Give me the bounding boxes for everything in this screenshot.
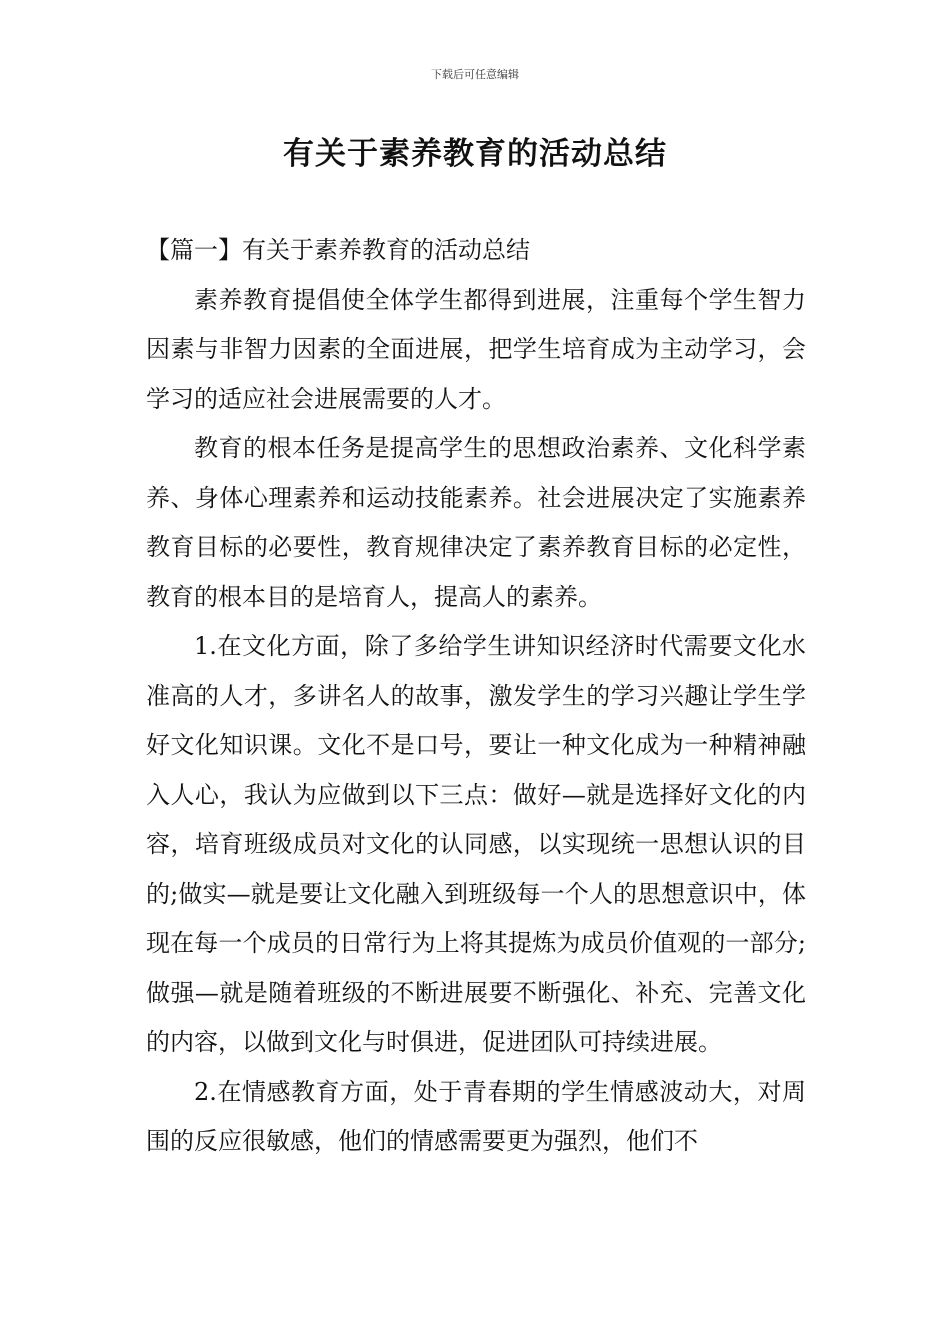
paragraph-2: 教育的根本任务是提高学生的思想政治素养、文化科学素养、身体心理素养和运动技能素养。社会进展决定了实施素养教育目标的必要性，教育规律决定了素养教育目标的必定性，教育的根本目的是培育人，提高人的素养。: [146, 434, 806, 611]
page-header-note: 下载后可任意编辑: [431, 68, 519, 81]
document-title: 有关于素养教育的活动总结: [283, 136, 667, 172]
section-heading: 【篇一】有关于素养教育的活动总结: [146, 236, 530, 264]
paragraph-1: 素养教育提倡使全体学生都得到进展，注重每个学生智力因素与非智力因素的全面进展，把学生培育成为主动学习，会学习的适应社会进展需要的人才。: [146, 285, 806, 413]
document-body: [146, 226, 806, 1167]
paragraph-3: 1.在文化方面，除了多给学生讲知识经济时代需要文化水准高的人才，多讲名人的故事，激发学生的学习兴趣让学生学好文化知识课。文化不是口号，要让一种文化成为一种精神融入人心，我认为应做到以下三点：做好—就是选择好文化的内容，培育班级成员对文化的认同感，以实现统一思想认识的目的;做实—就是要让文化融入到班级每一个人的思想意识中，体现在每一个成员的日常行为上将其提炼为成员价值观的一部分;做强—就是随着班级的不断进展要不断强化、补充、完善文化的内容，以做到文化与时俱进，促进团队可持续进展。: [146, 632, 806, 1056]
paragraph-4: 2.在情感教育方面，处于青春期的学生情感波动大，对周围的反应很敏感，他们的情感需要更为强烈，他们不: [146, 1077, 806, 1155]
